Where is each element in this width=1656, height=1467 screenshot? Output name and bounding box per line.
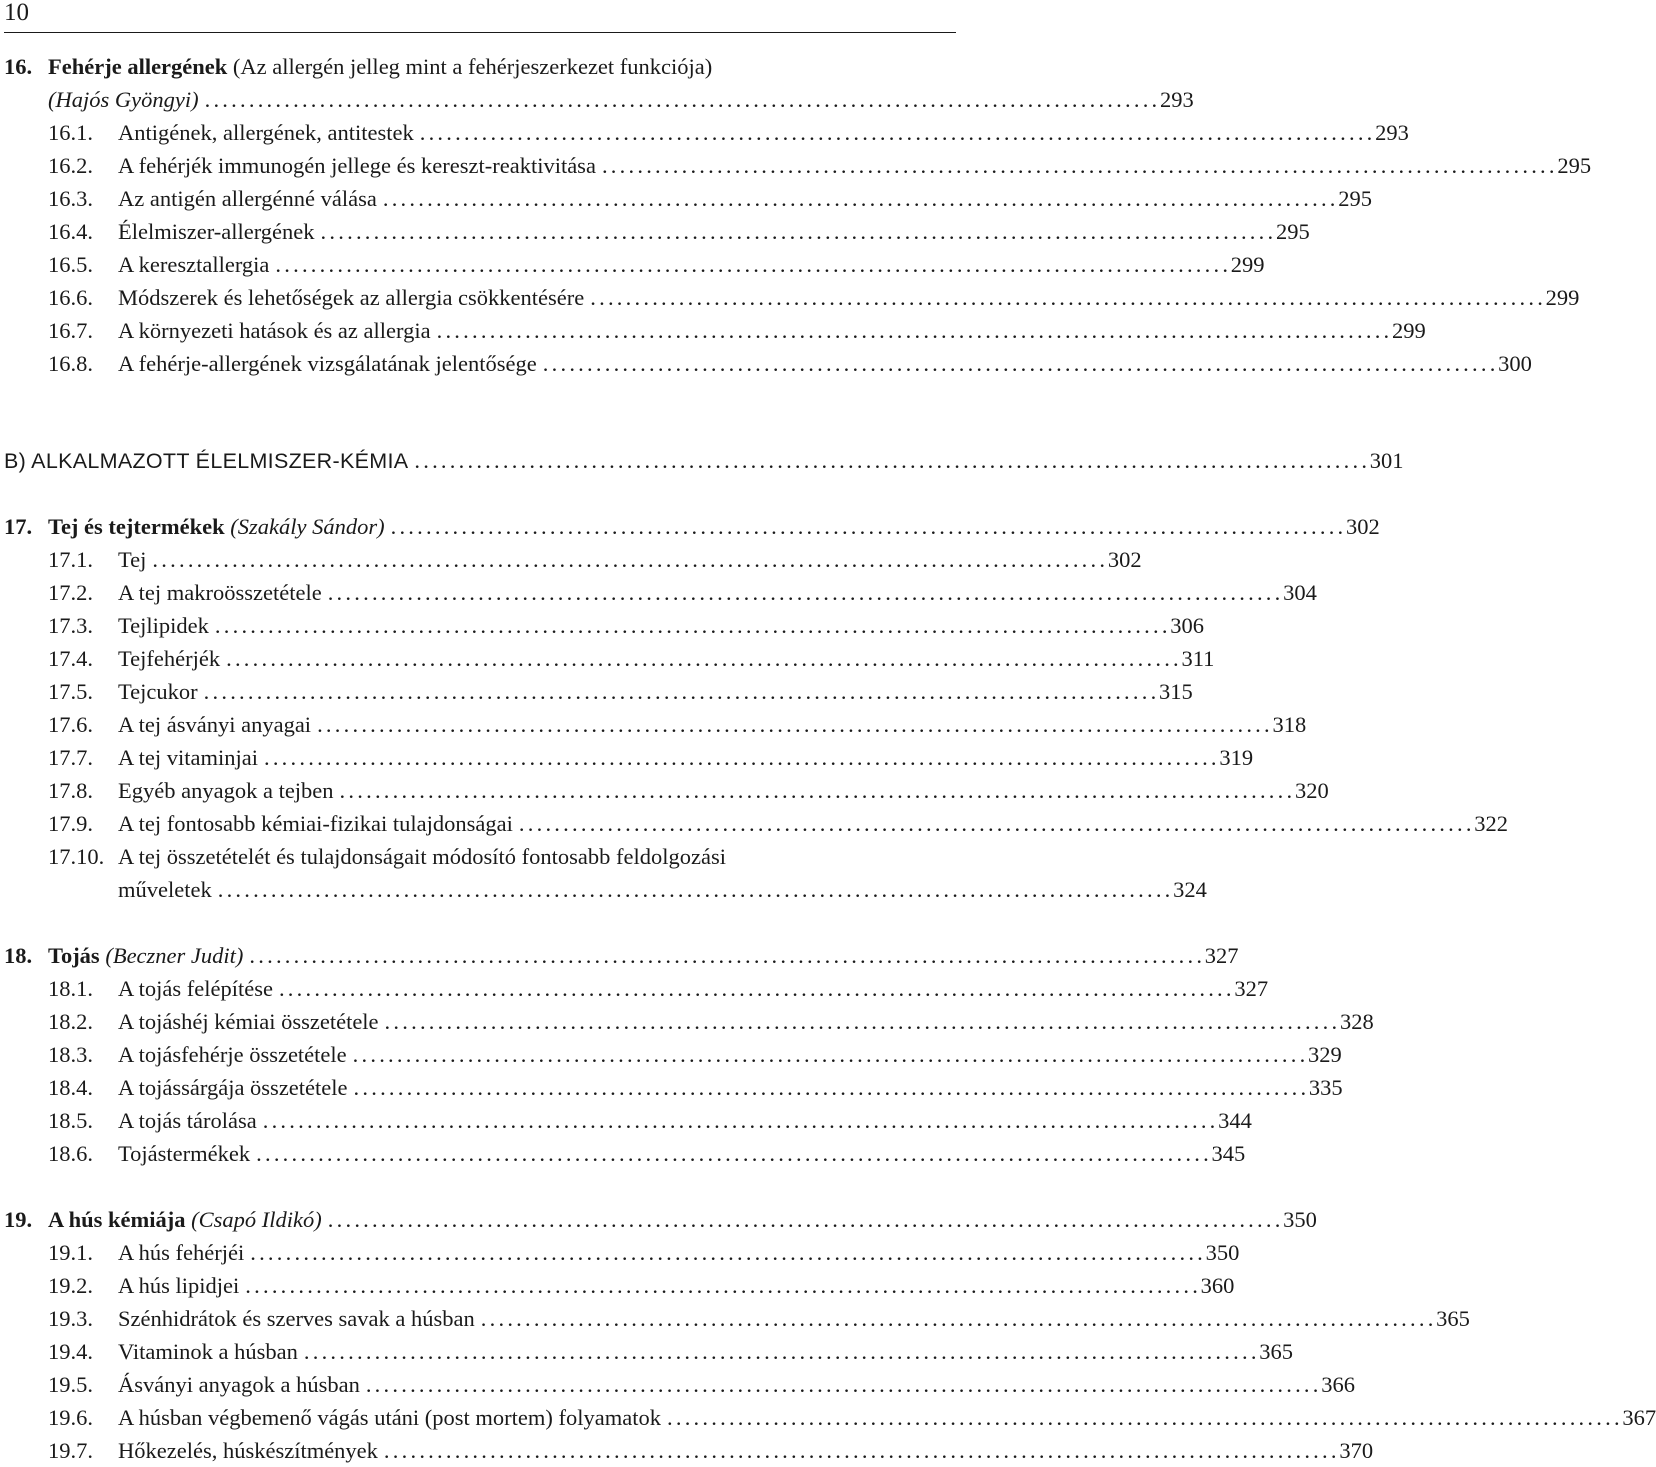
item-number: 19.7. — [48, 1438, 93, 1463]
item-title: Az antigén allergénné válása — [118, 186, 377, 211]
page-ref: 319 — [1219, 745, 1254, 770]
item-title: A húsban végbemenő vágás utáni (post mortem) folyamatok — [118, 1405, 661, 1430]
toc-item-17-7[interactable] — [4, 741, 1254, 774]
page-ref: 365 — [1436, 1306, 1470, 1331]
item-title: Tojástermékek — [118, 1141, 251, 1166]
toc-item-17-6[interactable] — [4, 708, 1307, 741]
dot-leader — [328, 576, 1279, 609]
dot-leader — [437, 314, 1388, 347]
dot-leader — [204, 675, 1155, 708]
toc-item-17-10-continuation[interactable] — [4, 873, 1207, 906]
dot-leader — [218, 873, 1169, 906]
toc-item-16-7[interactable] — [4, 314, 1426, 347]
item-number: 16.2. — [48, 153, 93, 178]
item-title: A keresztallergia — [118, 252, 270, 277]
chapter-number: 19. — [4, 1207, 33, 1232]
toc-item-18-6[interactable] — [4, 1137, 1246, 1170]
item-number: 16.5. — [48, 252, 93, 277]
dot-leader — [590, 281, 1541, 314]
page-ref: 320 — [1294, 778, 1329, 803]
toc-item-19-6[interactable] — [4, 1401, 1656, 1434]
page-ref: 295 — [1338, 186, 1372, 211]
page-ref: 293 — [1375, 120, 1409, 145]
item-number: 16.3. — [48, 186, 93, 211]
toc-item-17-8[interactable] — [4, 774, 1329, 807]
chapter-title: A hús kémiája (Csapó Ildikó) — [48, 1207, 322, 1232]
item-title: Élelmiszer-allergének — [118, 219, 315, 244]
item-number: 19.4. — [48, 1339, 93, 1364]
page-ref: 304 — [1283, 580, 1317, 605]
item-number: 17.2. — [48, 580, 93, 605]
item-number: 17.7. — [48, 745, 93, 770]
page-ref: 299 — [1230, 252, 1265, 277]
dot-leader — [353, 1038, 1304, 1071]
toc-item-17-5[interactable] — [4, 675, 1193, 708]
page-ref: 327 — [1234, 976, 1269, 1001]
chapter-number: 18. — [4, 943, 33, 968]
page-ref: 328 — [1339, 1009, 1374, 1034]
item-number: 16.4. — [48, 219, 93, 244]
header-rule — [4, 32, 956, 33]
page-ref: 366 — [1321, 1372, 1355, 1397]
toc-item-16-8[interactable] — [4, 347, 1532, 380]
page-ref: 302 — [1107, 547, 1142, 572]
dot-leader — [602, 149, 1553, 182]
item-number: 16.8. — [48, 351, 93, 376]
item-number: 17.1. — [48, 547, 93, 572]
toc-item-18-4[interactable] — [4, 1071, 1343, 1104]
chapter-title: Fehérje allergének (Az allergén jelleg mint a fehérjeszerkezet funkciója) — [48, 54, 713, 79]
dot-leader — [249, 939, 1200, 972]
chapter-author: (Hajós Gyöngyi) — [48, 87, 199, 112]
page-ref: 350 — [1283, 1207, 1317, 1232]
dot-leader — [385, 1005, 1336, 1038]
item-title: A hús lipidjei — [118, 1273, 240, 1298]
toc-item-18-5[interactable] — [4, 1104, 1252, 1137]
item-number: 19.2. — [48, 1273, 93, 1298]
item-number: 16.7. — [48, 318, 93, 343]
toc-item-17-9[interactable] — [4, 807, 1509, 840]
page-ref: 318 — [1272, 712, 1307, 737]
item-title: A tojásfehérje összetétele — [118, 1042, 347, 1067]
item-number: 19.5. — [48, 1372, 93, 1397]
item-number: 18.1. — [48, 976, 93, 1001]
page-ref: 367 — [1622, 1405, 1656, 1430]
dot-leader — [264, 741, 1215, 774]
item-number: 17.9. — [48, 811, 93, 836]
item-number: 18.6. — [48, 1141, 93, 1166]
dot-leader — [543, 347, 1494, 380]
toc-item-16-2[interactable] — [4, 149, 1592, 182]
dot-leader — [383, 182, 1334, 215]
dot-leader — [481, 1302, 1432, 1335]
page-ref: 300 — [1498, 351, 1532, 376]
dot-leader — [275, 248, 1226, 281]
item-title-continuation: műveletek — [118, 877, 212, 902]
item-title: A tojás felépítése — [118, 976, 273, 1001]
item-number: 17.10. — [48, 844, 105, 869]
toc-item-18-1[interactable] — [4, 972, 1269, 1005]
toc-item-16-5[interactable] — [4, 248, 1265, 281]
dot-leader — [340, 774, 1291, 807]
dot-leader — [279, 972, 1230, 1005]
page-ref: 324 — [1173, 877, 1207, 902]
item-title: Tejcukor — [118, 679, 198, 704]
page-ref: 315 — [1159, 679, 1193, 704]
item-number: 19.1. — [48, 1240, 93, 1265]
toc-item-17-1[interactable] — [4, 543, 1142, 576]
dot-leader — [263, 1104, 1214, 1137]
toc-item-18-3[interactable] — [4, 1038, 1342, 1071]
toc-chapter-18[interactable] — [4, 939, 1239, 972]
item-title: Hőkezelés, húskészítmények — [118, 1438, 378, 1463]
toc-item-19-3[interactable] — [4, 1302, 1470, 1335]
dot-leader — [317, 708, 1268, 741]
toc-chapter-16-author-line[interactable] — [4, 83, 1194, 116]
item-number: 18.5. — [48, 1108, 93, 1133]
dot-leader — [321, 215, 1272, 248]
chapter-title: Tojás (Beczner Judit) — [48, 943, 244, 968]
chapter-number: 16. — [4, 54, 33, 79]
item-title: Tejfehérjék — [118, 646, 221, 671]
page-ref: 370 — [1339, 1438, 1374, 1463]
dot-leader — [245, 1269, 1196, 1302]
item-title: Antigének, allergének, antitestek — [118, 120, 414, 145]
toc-item-19-5[interactable] — [4, 1368, 1355, 1401]
item-title: A tej fontosabb kémiai-fizikai tulajdonságai — [118, 811, 513, 836]
dot-leader — [667, 1401, 1618, 1434]
page-ref: 302 — [1345, 514, 1380, 539]
page-ref: 295 — [1275, 219, 1310, 244]
item-number: 19.6. — [48, 1405, 93, 1430]
toc-item-19-1[interactable] — [4, 1236, 1240, 1269]
page-ref: 306 — [1170, 613, 1205, 638]
dot-leader — [215, 609, 1166, 642]
dot-leader — [304, 1335, 1255, 1368]
item-number: 18.4. — [48, 1075, 93, 1100]
toc-item-19-7[interactable] — [4, 1434, 1374, 1467]
item-title: A tojássárgája összetétele — [118, 1075, 348, 1100]
item-number: 18.3. — [48, 1042, 93, 1067]
item-title: A környezeti hatások és az allergia — [118, 318, 431, 343]
page-ref: 301 — [1369, 448, 1404, 473]
toc-chapter-16[interactable] — [4, 50, 954, 83]
item-number: 17.4. — [48, 646, 93, 671]
section-title: B) ALKALMAZOTT ÉLELMISZER-KÉMIA — [4, 449, 409, 473]
toc-item-17-4[interactable] — [4, 642, 1215, 675]
page-ref: 345 — [1211, 1141, 1246, 1166]
dot-leader — [414, 444, 1365, 477]
item-number: 17.8. — [48, 778, 93, 803]
toc-section-b[interactable] — [4, 444, 1404, 477]
dot-leader — [205, 83, 1156, 116]
dot-leader — [354, 1071, 1305, 1104]
item-title: Módszerek és lehetőségek az allergia csökkentésére — [118, 285, 585, 310]
item-title: Ásványi anyagok a húsban — [118, 1372, 360, 1397]
toc-chapter-19[interactable] — [4, 1203, 1317, 1236]
toc-chapter-17[interactable] — [4, 510, 1380, 543]
toc-item-16-1[interactable] — [4, 116, 1409, 149]
toc-item-18-2[interactable] — [4, 1005, 1374, 1038]
page-ref: 335 — [1308, 1075, 1343, 1100]
toc-item-19-2[interactable] — [4, 1269, 1235, 1302]
chapter-number: 17. — [4, 514, 33, 539]
item-number: 16.6. — [48, 285, 93, 310]
item-number: 18.2. — [48, 1009, 93, 1034]
item-title: A fehérje-allergének vizsgálatának jelentősége — [118, 351, 537, 376]
dot-leader — [152, 543, 1103, 576]
dot-leader — [328, 1203, 1279, 1236]
item-number: 16.1. — [48, 120, 93, 145]
page-number: 10 — [4, 0, 29, 26]
page-ref: 344 — [1218, 1108, 1252, 1133]
page-ref: 295 — [1557, 153, 1592, 178]
page-ref: 293 — [1159, 87, 1194, 112]
page-ref: 299 — [1391, 318, 1426, 343]
toc-item-17-3[interactable] — [4, 609, 1205, 642]
toc-item-16-4[interactable] — [4, 215, 1310, 248]
item-title: A tojás tárolása — [118, 1108, 257, 1133]
page-ref: 327 — [1204, 943, 1239, 968]
toc-item-19-4[interactable] — [4, 1335, 1294, 1368]
item-title: A tej vitaminjai — [118, 745, 258, 770]
item-title: A fehérjék immunogén jellege és kereszt-reaktivitása — [118, 153, 596, 178]
item-title: Egyéb anyagok a tejben — [118, 778, 334, 803]
toc-item-17-10[interactable] — [4, 840, 954, 873]
dot-leader — [256, 1137, 1207, 1170]
page-ref: 299 — [1545, 285, 1580, 310]
chapter-title: Tej és tejtermékek (Szakály Sándor) — [48, 514, 385, 539]
dot-leader — [226, 642, 1177, 675]
dot-leader — [384, 1434, 1335, 1467]
item-number: 17.3. — [48, 613, 93, 638]
item-title: Tej — [118, 547, 147, 572]
page-ref: 365 — [1259, 1339, 1294, 1364]
page-ref: 350 — [1205, 1240, 1240, 1265]
item-title: A tej összetételét és tulajdonságait módosító fontosabb feldolgozási — [118, 844, 726, 869]
dot-leader — [366, 1368, 1317, 1401]
item-number: 17.5. — [48, 679, 93, 704]
page-ref: 322 — [1474, 811, 1509, 836]
item-title: A tej ásványi anyagai — [118, 712, 312, 737]
dot-leader — [250, 1236, 1201, 1269]
page-ref: 329 — [1308, 1042, 1342, 1067]
item-title: A tojáshéj kémiai összetétele — [118, 1009, 379, 1034]
table-of-contents — [4, 50, 1656, 1467]
item-title: A tej makroösszetétele — [118, 580, 322, 605]
item-number: 17.6. — [48, 712, 93, 737]
dot-leader — [519, 807, 1470, 840]
page-ref: 360 — [1200, 1273, 1235, 1298]
dot-leader — [420, 116, 1371, 149]
item-title: A hús fehérjéi — [118, 1240, 245, 1265]
toc-item-17-2[interactable] — [4, 576, 1317, 609]
item-title: Tejlipidek — [118, 613, 209, 638]
toc-item-16-6[interactable] — [4, 281, 1580, 314]
toc-item-16-3[interactable] — [4, 182, 1372, 215]
item-title: Vitaminok a húsban — [118, 1339, 298, 1364]
page-ref: 311 — [1181, 646, 1215, 671]
dot-leader — [391, 510, 1342, 543]
item-number: 19.3. — [48, 1306, 93, 1331]
item-title: Szénhidrátok és szerves savak a húsban — [118, 1306, 475, 1331]
